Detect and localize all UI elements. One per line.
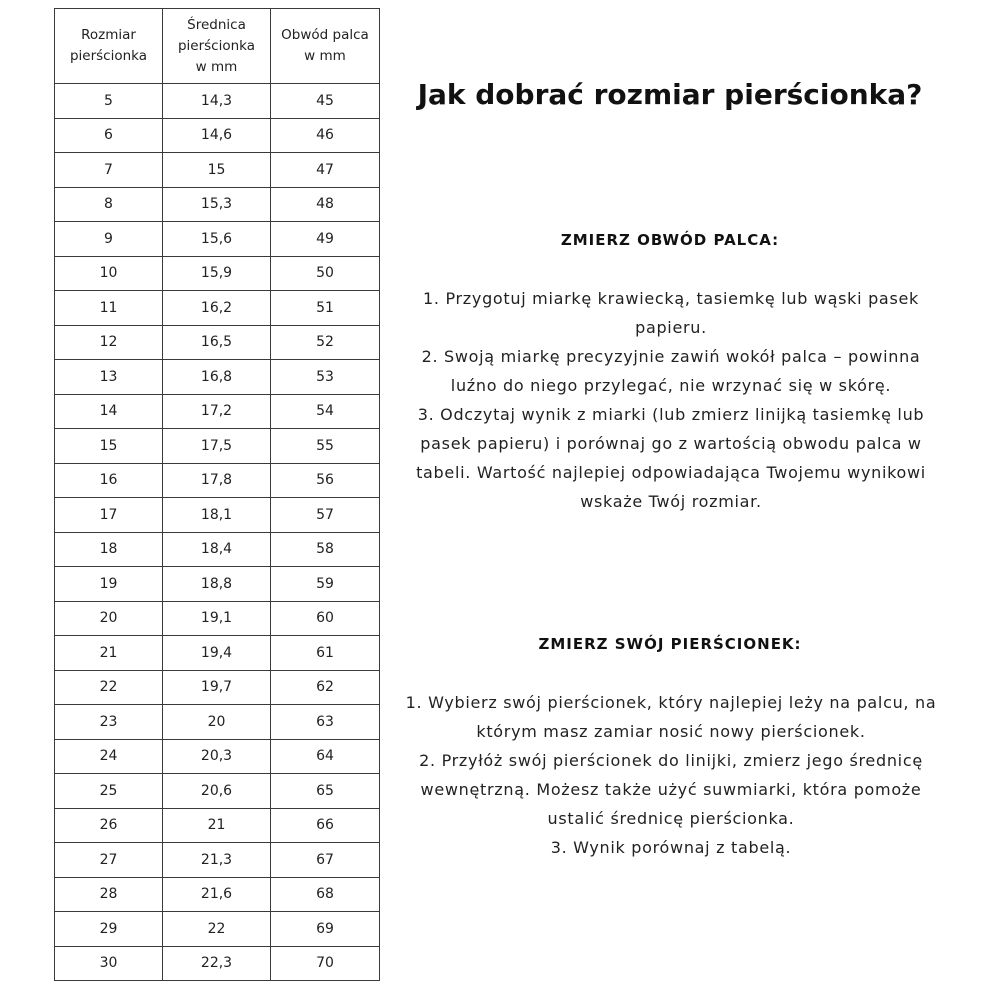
cell-ring-diameter: 16,5: [163, 325, 271, 360]
cell-finger-circumference: 64: [271, 739, 380, 774]
cell-ring-size: 14: [55, 394, 163, 429]
cell-ring-size: 30: [55, 946, 163, 981]
section-heading-finger: ZMIERZ OBWÓD PALCA:: [560, 231, 780, 249]
table-row: [55, 360, 380, 395]
cell-ring-diameter: 17,8: [163, 463, 271, 498]
ring-size-table: [54, 8, 380, 981]
cell-finger-circumference: 57: [271, 498, 380, 533]
instructions-finger: [400, 284, 942, 516]
cell-finger-circumference: 54: [271, 394, 380, 429]
cell-ring-size: 20: [55, 601, 163, 636]
cell-finger-circumference: 61: [271, 636, 380, 671]
table-row: [55, 463, 380, 498]
header-line: w mm: [195, 58, 238, 75]
cell-ring-size: 27: [55, 843, 163, 878]
table-row: [55, 601, 380, 636]
table-row: [55, 532, 380, 567]
instruction-step: 3. Wynik porównaj z tabelą.: [550, 838, 792, 857]
cell-ring-size: 17: [55, 498, 163, 533]
cell-finger-circumference: 66: [271, 808, 380, 843]
header-line: w mm: [304, 48, 346, 64]
table-row: [55, 877, 380, 912]
header-line: pierścionka: [69, 48, 148, 64]
cell-ring-diameter: 21,3: [163, 843, 271, 878]
cell-finger-circumference: 51: [271, 291, 380, 326]
cell-ring-diameter: 14,6: [163, 118, 271, 153]
cell-ring-size: 12: [55, 325, 163, 360]
table-row: [55, 636, 380, 671]
instruction-step: 3. Odczytaj wynik z miarki (lub zmierz linijką tasiemkę lub pasek papieru) i porównaj go z wartością obwodu palca w tabeli. Wartość najlepiej odpowiadająca Twojemu wynikowi wskaże Twój rozmiar.: [416, 405, 926, 511]
header-line: pierścionka: [177, 37, 256, 54]
cell-finger-circumference: 46: [271, 118, 380, 153]
cell-ring-size: 10: [55, 256, 163, 291]
cell-ring-size: 16: [55, 463, 163, 498]
cell-ring-diameter: 22: [163, 912, 271, 947]
cell-ring-size: 26: [55, 808, 163, 843]
cell-finger-circumference: 55: [271, 429, 380, 464]
cell-finger-circumference: 56: [271, 463, 380, 498]
table-header-row: [55, 9, 380, 84]
cell-finger-circumference: 45: [271, 84, 380, 119]
cell-ring-diameter: 20,6: [163, 774, 271, 809]
cell-finger-circumference: 70: [271, 946, 380, 981]
instruction-step: 1. Wybierz swój pierścionek, który najlepiej leży na palcu, na którym masz zamiar nosić nowy pierścionek.: [405, 693, 937, 741]
table-row: [55, 394, 380, 429]
cell-ring-size: 5: [55, 84, 163, 119]
table-row: [55, 808, 380, 843]
instruction-step: 2. Swoją miarkę precyzyjnie zawiń wokół palca – powinna luźno do niego przylegać, nie wrzynać się w skórę.: [421, 347, 921, 395]
cell-ring-diameter: 18,8: [163, 567, 271, 602]
cell-ring-size: 28: [55, 877, 163, 912]
cell-ring-diameter: 15,3: [163, 187, 271, 222]
cell-finger-circumference: 62: [271, 670, 380, 705]
cell-ring-diameter: 18,1: [163, 498, 271, 533]
cell-ring-size: 19: [55, 567, 163, 602]
cell-ring-diameter: 14,3: [163, 84, 271, 119]
table-row: [55, 912, 380, 947]
table-row: [55, 739, 380, 774]
table-row: [55, 291, 380, 326]
cell-ring-size: 15: [55, 429, 163, 464]
section-heading-ring: ZMIERZ SWÓJ PIERŚCIONEK:: [538, 635, 802, 653]
cell-ring-diameter: 15: [163, 153, 271, 188]
cell-ring-diameter: 18,4: [163, 532, 271, 567]
table-row: [55, 118, 380, 153]
cell-ring-size: 13: [55, 360, 163, 395]
cell-finger-circumference: 58: [271, 532, 380, 567]
cell-ring-size: 21: [55, 636, 163, 671]
cell-finger-circumference: 60: [271, 601, 380, 636]
header-finger-circumference: [271, 9, 380, 84]
cell-ring-size: 8: [55, 187, 163, 222]
cell-ring-diameter: 16,2: [163, 291, 271, 326]
cell-ring-size: 22: [55, 670, 163, 705]
cell-finger-circumference: 50: [271, 256, 380, 291]
cell-ring-diameter: 16,8: [163, 360, 271, 395]
page-title: Jak dobrać rozmiar pierścionka?: [417, 78, 923, 111]
cell-ring-size: 6: [55, 118, 163, 153]
cell-ring-diameter: 21: [163, 808, 271, 843]
cell-ring-diameter: 15,9: [163, 256, 271, 291]
table-row: [55, 153, 380, 188]
header-ring-size: [55, 9, 163, 84]
instruction-step: 1. Przygotuj miarkę krawiecką, tasiemkę lub wąski pasek papieru.: [423, 289, 919, 337]
cell-finger-circumference: 68: [271, 877, 380, 912]
cell-ring-size: 29: [55, 912, 163, 947]
table-row: [55, 567, 380, 602]
table-row: [55, 705, 380, 740]
header-line: Rozmiar: [81, 27, 136, 43]
cell-finger-circumference: 65: [271, 774, 380, 809]
table-row: [55, 429, 380, 464]
cell-ring-diameter: 17,2: [163, 394, 271, 429]
cell-finger-circumference: 69: [271, 912, 380, 947]
cell-ring-diameter: 19,7: [163, 670, 271, 705]
header-line: Średnica: [187, 16, 246, 33]
instruction-step: 2. Przyłóż swój pierścionek do linijki, zmierz jego średnicę wewnętrzną. Możesz także użyć suwmiarki, która pomoże ustalić średnicę pierścionka.: [419, 751, 923, 828]
cell-ring-diameter: 15,6: [163, 222, 271, 257]
cell-ring-size: 23: [55, 705, 163, 740]
cell-finger-circumference: 48: [271, 187, 380, 222]
cell-finger-circumference: 63: [271, 705, 380, 740]
header-ring-diameter: [163, 9, 271, 84]
cell-finger-circumference: 67: [271, 843, 380, 878]
cell-ring-diameter: 20,3: [163, 739, 271, 774]
cell-ring-diameter: 17,5: [163, 429, 271, 464]
table-row: [55, 946, 380, 981]
cell-ring-size: 24: [55, 739, 163, 774]
cell-finger-circumference: 49: [271, 222, 380, 257]
cell-finger-circumference: 47: [271, 153, 380, 188]
cell-ring-size: 11: [55, 291, 163, 326]
table-row: [55, 187, 380, 222]
cell-ring-diameter: 19,4: [163, 636, 271, 671]
cell-ring-diameter: 19,1: [163, 601, 271, 636]
table-body: [55, 84, 380, 981]
cell-finger-circumference: 52: [271, 325, 380, 360]
instructions-ring: [400, 688, 942, 862]
cell-ring-size: 9: [55, 222, 163, 257]
table-row: [55, 498, 380, 533]
table-row: [55, 774, 380, 809]
cell-finger-circumference: 59: [271, 567, 380, 602]
table-row: [55, 256, 380, 291]
cell-ring-diameter: 22,3: [163, 946, 271, 981]
cell-ring-size: 7: [55, 153, 163, 188]
cell-ring-diameter: 20: [163, 705, 271, 740]
table-row: [55, 843, 380, 878]
cell-ring-diameter: 21,6: [163, 877, 271, 912]
table-row: [55, 222, 380, 257]
table-row: [55, 84, 380, 119]
cell-finger-circumference: 53: [271, 360, 380, 395]
cell-ring-size: 18: [55, 532, 163, 567]
table-row: [55, 325, 380, 360]
table-row: [55, 670, 380, 705]
header-line: Obwód palca: [281, 27, 369, 43]
cell-ring-size: 25: [55, 774, 163, 809]
